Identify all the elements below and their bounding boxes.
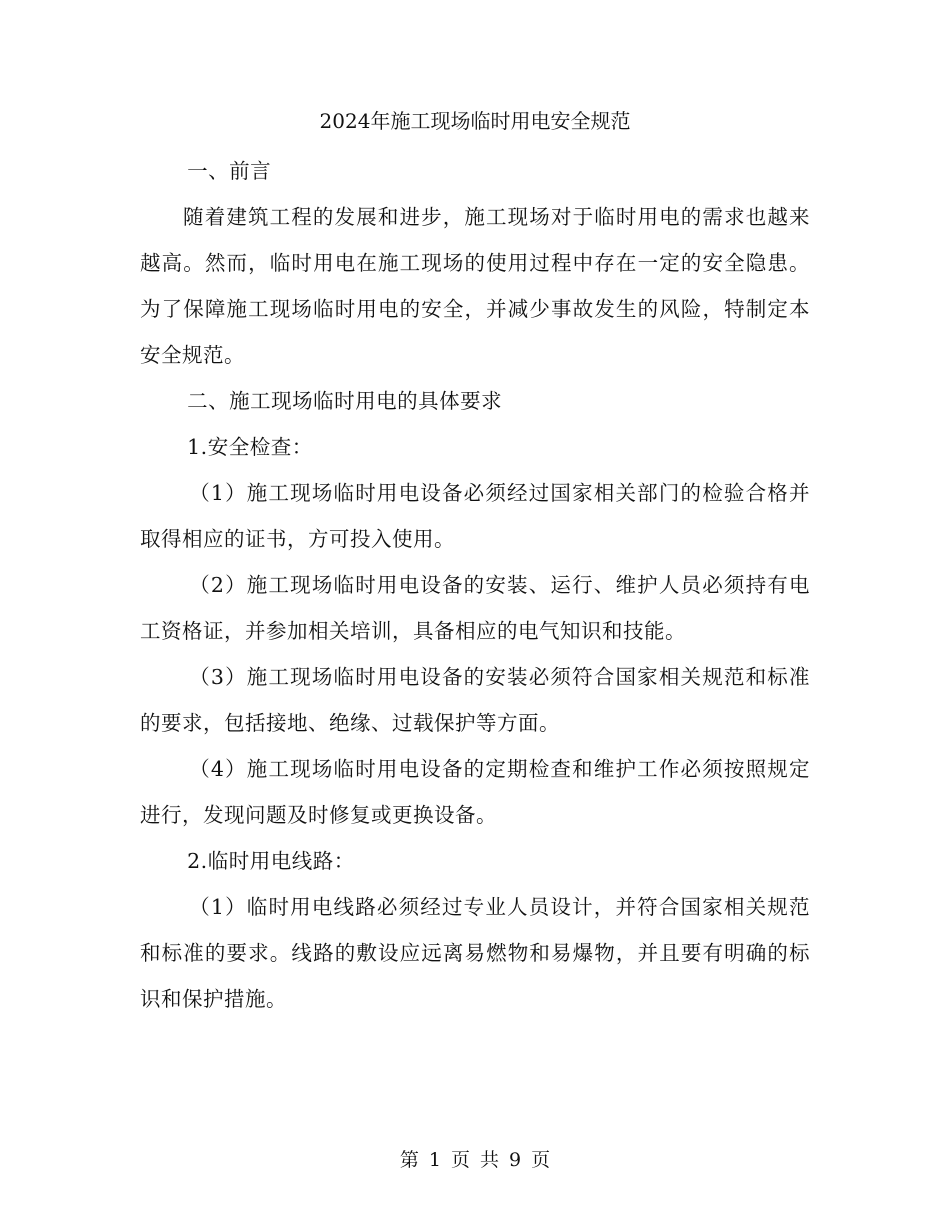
- document-body: [140, 148, 810, 1022]
- list-item: （2）施工现场临时用电设备的安装、运行、维护人员必须持有电工资格证，并参加相关培训，具备相应的电气知识和技能。: [140, 573, 810, 643]
- document-title: 2024年施工现场临时用电安全规范: [319, 109, 631, 133]
- list-item: （4）施工现场临时用电设备的定期检查和维护工作必须按照规定进行，发现问题及时修复或更换设备。: [140, 757, 810, 827]
- list-item: （1）临时用电线路必须经过专业人员设计，并符合国家相关规范和标准的要求。线路的敷设应远离易燃物和易爆物，并且要有明确的标识和保护措施。: [140, 895, 810, 1011]
- page-number-footer: 第 1 页 共 9 页: [399, 1149, 551, 1171]
- section-heading-requirements: 二、施工现场临时用电的具体要求: [187, 389, 503, 413]
- subsection-heading-lines: 2.临时用电线路：: [187, 849, 355, 873]
- list-item: （1）施工现场临时用电设备必须经过国家相关部门的检验合格并取得相应的证书，方可投入使用。: [140, 481, 810, 551]
- list-item: （3）施工现场临时用电设备的安装必须符合国家相关规范和标准的要求，包括接地、绝缘、过载保护等方面。: [140, 665, 810, 735]
- subsection-heading-safety-check: 1.安全检查：: [187, 435, 313, 459]
- paragraph-intro: 随着建筑工程的发展和进步，施工现场对于临时用电的需求也越来越高。然而，临时用电在施工现场的使用过程中存在一定的安全隐患。为了保障施工现场临时用电的安全，并减少事故发生的风险，特制定本安全规范。: [140, 205, 810, 367]
- section-heading-preface: 一、前言: [187, 159, 272, 183]
